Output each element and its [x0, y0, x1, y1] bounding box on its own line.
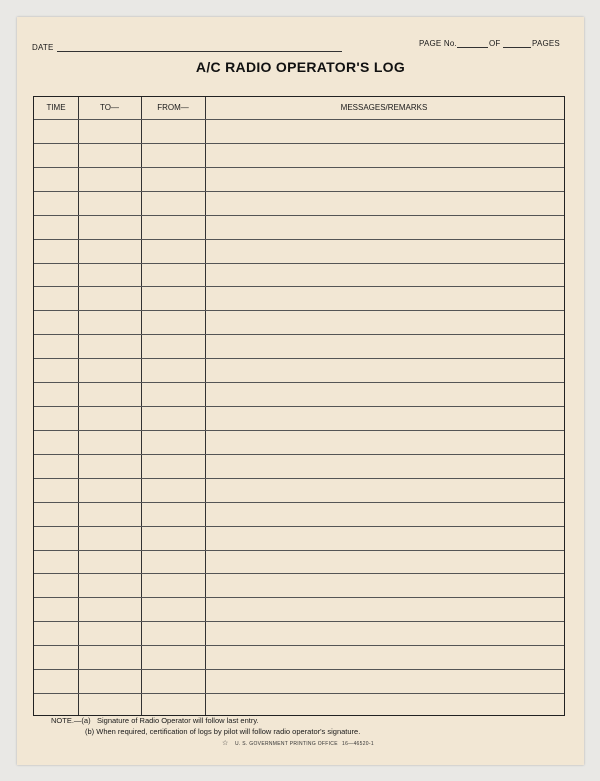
table-row-line: [34, 526, 564, 527]
printer-imprint: U. S. GOVERNMENT PRINTING OFFICE: [235, 741, 338, 747]
table-row-line: [34, 693, 564, 694]
log-table: [33, 96, 565, 716]
table-row-line: [34, 645, 564, 646]
pages-label: PAGES: [532, 39, 560, 48]
note-a: Signature of Radio Operator will follow last entry.: [97, 716, 259, 725]
table-row-line: [34, 334, 564, 335]
table-row-line: [34, 669, 564, 670]
table-row-line: [34, 573, 564, 574]
form-number: 16—46520-1: [342, 741, 374, 747]
table-row-line: [34, 143, 564, 144]
column-header-from: FROM—: [157, 103, 189, 112]
log-sheet: [17, 17, 584, 765]
table-row-line: [34, 310, 564, 311]
table-row-line: [34, 119, 564, 120]
table-row-line: [34, 286, 564, 287]
table-row-line: [34, 550, 564, 551]
note-b: (b) When required, certification of logs by pilot will follow radio operator's signature.: [85, 727, 361, 736]
table-row-line: [34, 263, 564, 264]
table-row-line: [34, 215, 564, 216]
table-row-line: [34, 382, 564, 383]
table-row-line: [34, 478, 564, 479]
table-row-line: [34, 358, 564, 359]
of-label: OF: [489, 39, 501, 48]
column-header-messages: MESSAGES/REMARKS: [340, 103, 428, 112]
date-field: [57, 51, 342, 52]
page-total-field: [503, 47, 531, 48]
table-row-line: [34, 406, 564, 407]
table-row-line: [34, 430, 564, 431]
column-header-time: TIME: [46, 103, 66, 112]
column-header-to: TO—: [100, 103, 119, 112]
table-row-line: [34, 621, 564, 622]
star-icon: ☆: [222, 740, 229, 747]
table-row-line: [34, 167, 564, 168]
date-label: DATE: [32, 43, 54, 52]
table-row-line: [34, 191, 564, 192]
table-row-line: [34, 239, 564, 240]
table-row-line: [34, 502, 564, 503]
table-row-line: [34, 454, 564, 455]
note-lead: NOTE.—(a): [51, 716, 91, 725]
page-number-label: PAGE No.: [419, 39, 457, 48]
table-row-line: [34, 597, 564, 598]
page-number-field: [457, 47, 488, 48]
page-title: A/C RADIO OPERATOR'S LOG: [195, 59, 406, 75]
